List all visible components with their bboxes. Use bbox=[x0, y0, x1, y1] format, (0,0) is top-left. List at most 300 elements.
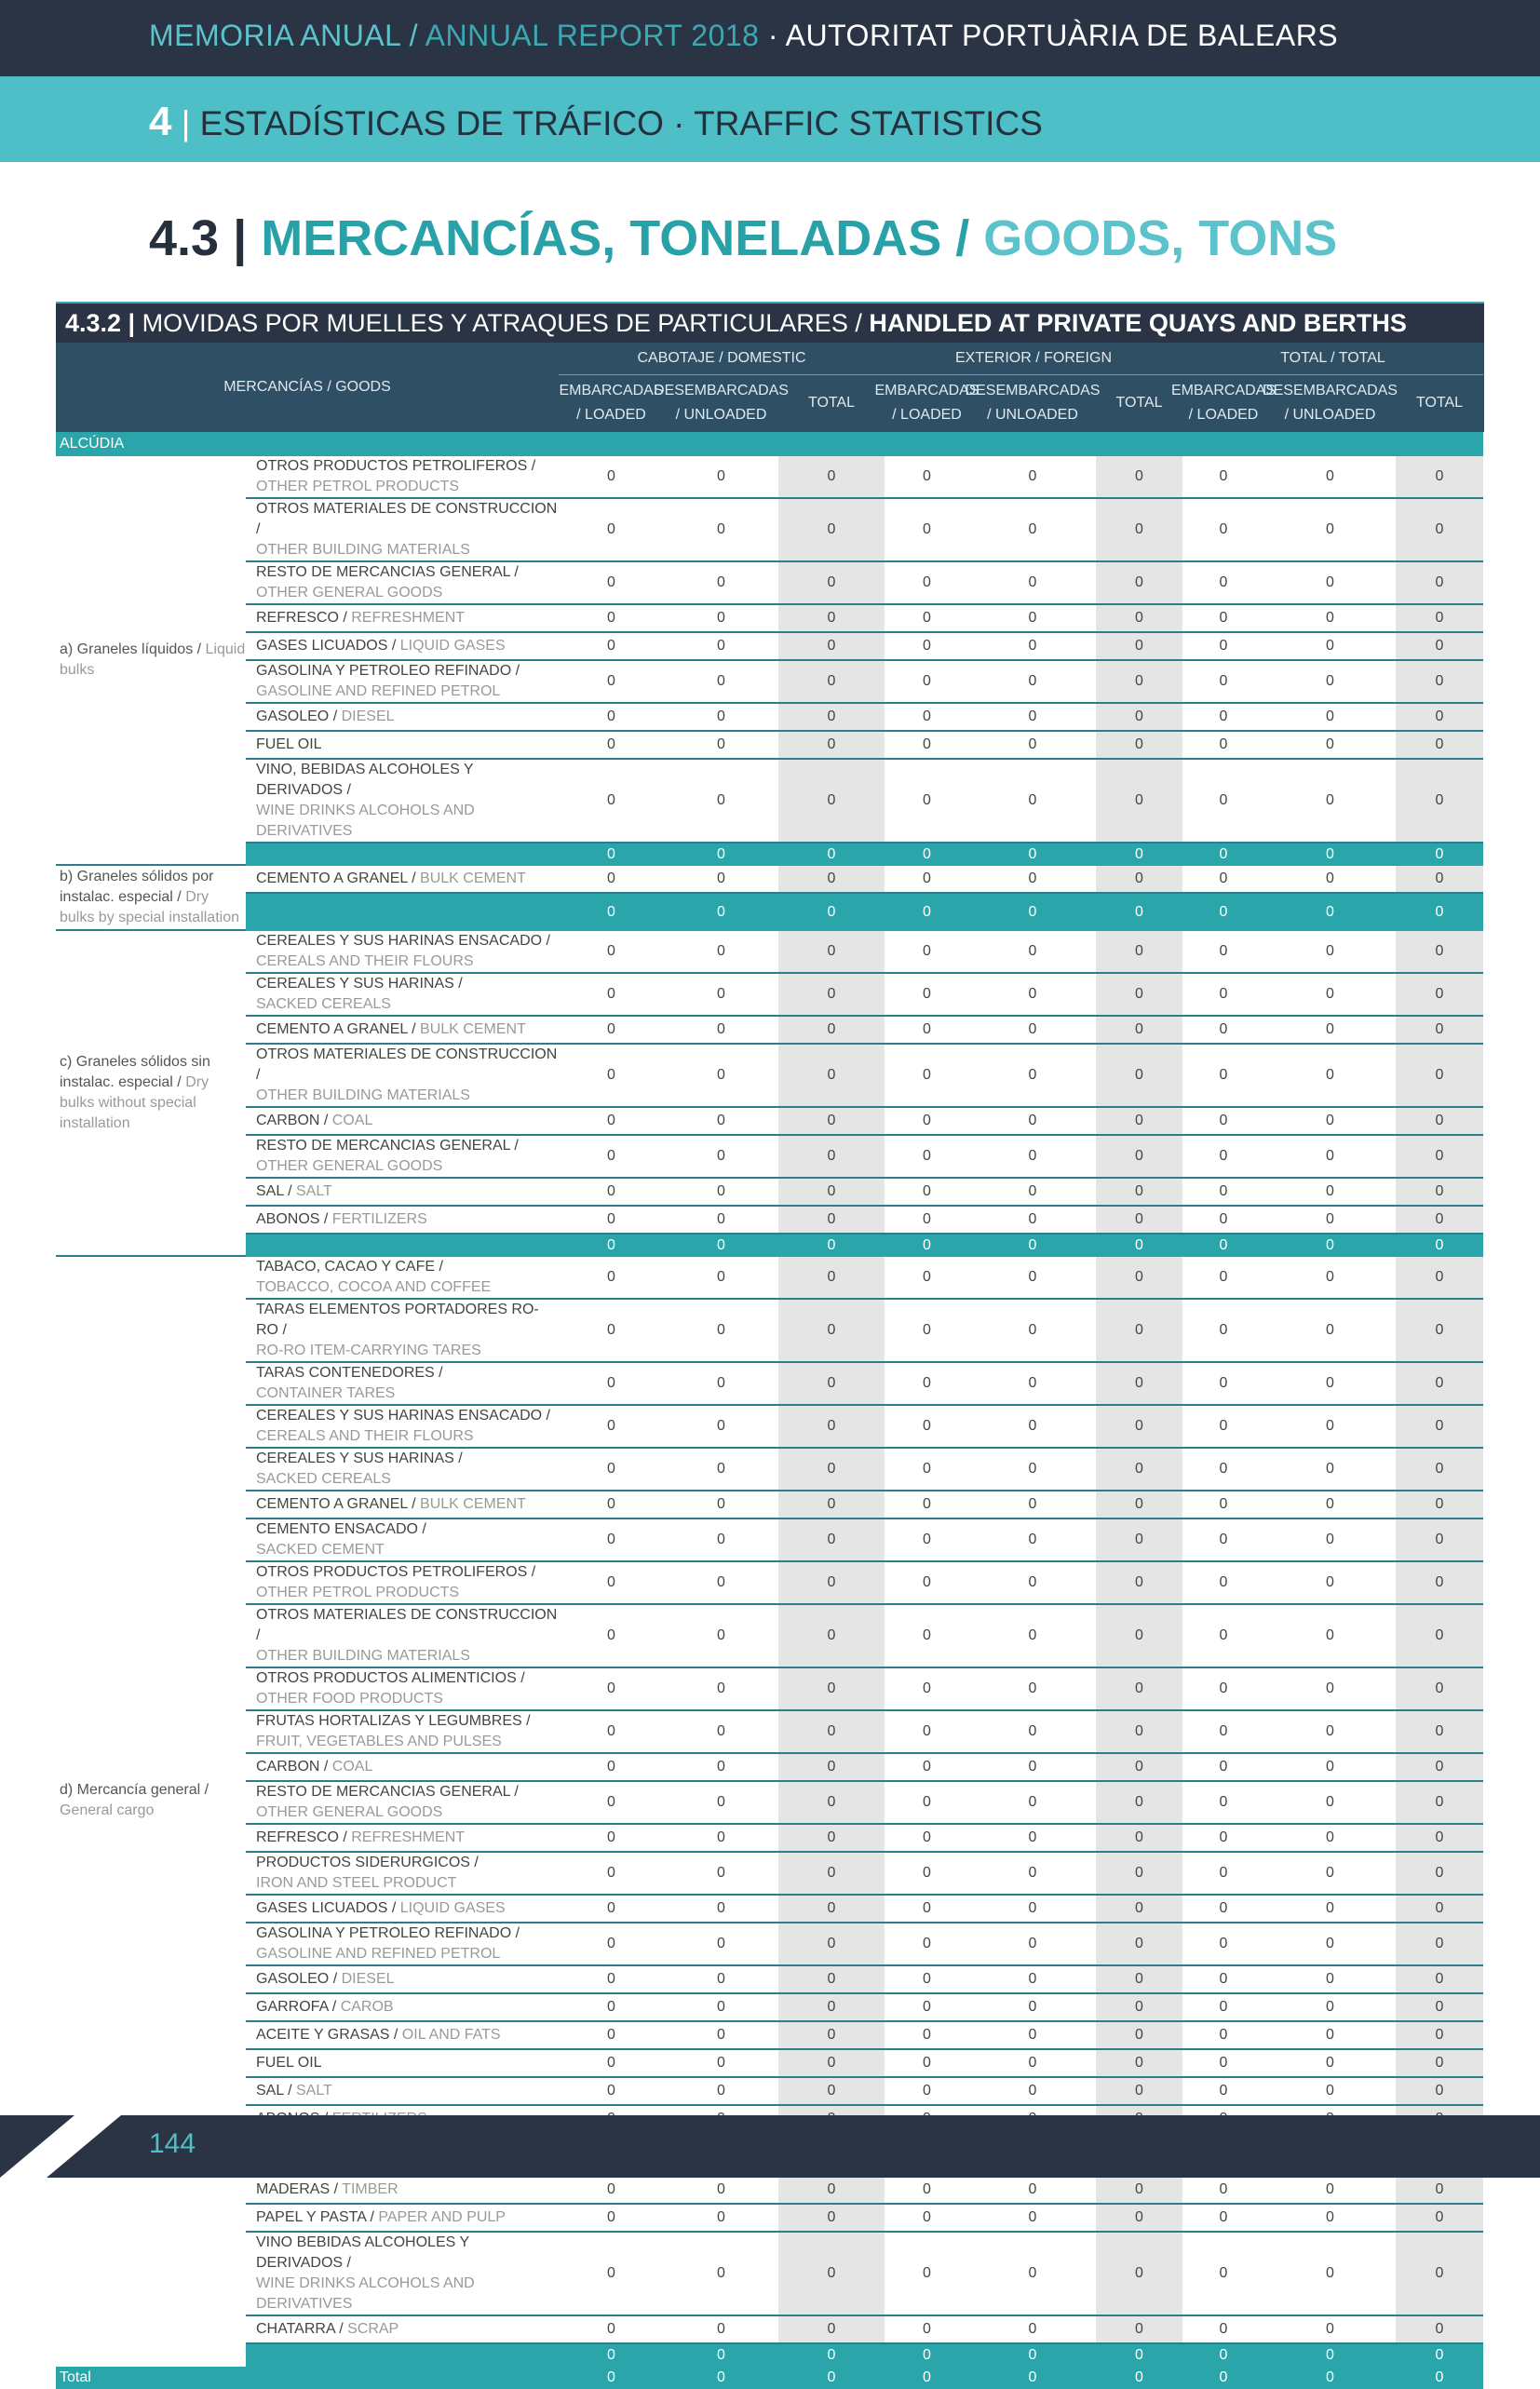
value-cell: 0 bbox=[778, 1300, 885, 1363]
value-cell: 0 bbox=[778, 1406, 885, 1449]
value-cell: 0 bbox=[559, 1923, 664, 1966]
subtotal-cell: 0 bbox=[1096, 894, 1182, 931]
subtotal-cell: 0 bbox=[1182, 1235, 1264, 1257]
value-cell: 0 bbox=[969, 456, 1096, 499]
value-cell: 0 bbox=[1264, 1406, 1396, 1449]
caption-number: 4.3.2 | bbox=[65, 309, 136, 337]
category-es: c) Graneles sólidos sin instalac. especial / bbox=[60, 1054, 210, 1090]
value-cell: 0 bbox=[559, 1782, 664, 1825]
value-cell: 0 bbox=[778, 1711, 885, 1754]
goods-item-label bbox=[246, 633, 559, 661]
value-cell: 0 bbox=[559, 2050, 664, 2078]
goods-es: CEMENTO ENSACADO / bbox=[256, 1521, 426, 1537]
subtotal-cell: 0 bbox=[885, 844, 969, 866]
value-cell: 0 bbox=[1096, 1853, 1182, 1896]
footer-bar bbox=[0, 2115, 1540, 2178]
subtotal-label-blank bbox=[246, 894, 559, 931]
value-cell: 0 bbox=[1182, 732, 1264, 760]
subtotal-cell: 0 bbox=[664, 2344, 778, 2367]
value-cell: 0 bbox=[969, 931, 1096, 974]
value-cell: 0 bbox=[778, 2050, 885, 2078]
goods-es: GASOLINA Y PETROLEO REFINADO / bbox=[256, 663, 520, 679]
value-cell: 0 bbox=[885, 1017, 969, 1045]
value-cell: 0 bbox=[664, 2177, 778, 2205]
subtotal-cell: 0 bbox=[885, 1235, 969, 1257]
value-cell: 0 bbox=[664, 732, 778, 760]
value-cell: 0 bbox=[664, 1782, 778, 1825]
goods-en: WINE DRINKS ALCOHOLS AND DERIVATIVES bbox=[256, 803, 475, 839]
value-cell: 0 bbox=[1264, 1825, 1396, 1853]
caption-es: MOVIDAS POR MUELLES Y ATRAQUES DE PARTICULARES / bbox=[135, 309, 870, 337]
value-cell: 0 bbox=[778, 732, 885, 760]
value-cell: 0 bbox=[969, 2233, 1096, 2316]
title-es: MERCANCÍAS, TONELADAS bbox=[261, 210, 942, 266]
goods-en: TIMBER bbox=[342, 2181, 399, 2197]
value-cell: 0 bbox=[1182, 1449, 1264, 1491]
value-cell: 0 bbox=[885, 661, 969, 704]
goods-column-header: MERCANCÍAS / GOODS bbox=[223, 379, 391, 395]
value-cell: 0 bbox=[1264, 2177, 1396, 2205]
goods-es: OTROS MATERIALES DE CONSTRUCCION / bbox=[256, 1046, 558, 1083]
value-cell: 0 bbox=[778, 1136, 885, 1179]
value-cell: 0 bbox=[1096, 1207, 1182, 1235]
subcolumn-header: TOTAL bbox=[807, 395, 856, 411]
goods-en: OTHER BUILDING MATERIALS bbox=[256, 542, 470, 558]
category-en: Liquid bulks bbox=[60, 641, 246, 678]
goods-es: PRODUCTOS SIDERURGICOS / bbox=[256, 1855, 479, 1870]
value-cell: 0 bbox=[1396, 2022, 1483, 2050]
value-cell: 0 bbox=[778, 704, 885, 732]
value-cell: 0 bbox=[1396, 661, 1483, 704]
value-cell: 0 bbox=[1096, 1449, 1182, 1491]
value-cell: 0 bbox=[885, 866, 969, 894]
value-cell: 0 bbox=[778, 633, 885, 661]
value-cell: 0 bbox=[1396, 633, 1483, 661]
value-cell: 0 bbox=[1096, 1562, 1182, 1605]
goods-item-label bbox=[246, 732, 559, 760]
total-cell: 0 bbox=[559, 2367, 664, 2389]
column-group-header: TOTAL / TOTAL bbox=[1182, 343, 1483, 375]
goods-es: OTROS PRODUCTOS PETROLIFEROS / bbox=[256, 458, 536, 474]
value-cell: 0 bbox=[885, 1966, 969, 1994]
value-cell: 0 bbox=[1182, 1782, 1264, 1825]
goods-item-label bbox=[246, 1491, 559, 1519]
value-cell: 0 bbox=[664, 499, 778, 562]
goods-en: SACKED CEREALS bbox=[256, 996, 391, 1012]
value-cell: 0 bbox=[559, 704, 664, 732]
value-cell: 0 bbox=[664, 866, 778, 894]
subtotal-label-blank bbox=[246, 1235, 559, 1257]
goods-en: FERTILIZERS bbox=[331, 1211, 427, 1227]
goods-item-label bbox=[246, 760, 559, 844]
value-cell: 0 bbox=[664, 605, 778, 633]
value-cell: 0 bbox=[559, 2177, 664, 2205]
value-cell: 0 bbox=[885, 1449, 969, 1491]
value-cell: 0 bbox=[664, 1519, 778, 1562]
value-cell: 0 bbox=[559, 1711, 664, 1754]
goods-es: CHATARRA / bbox=[256, 2321, 348, 2337]
value-cell: 0 bbox=[1096, 2050, 1182, 2078]
value-cell: 0 bbox=[969, 1519, 1096, 1562]
value-cell: 0 bbox=[885, 1519, 969, 1562]
value-cell: 0 bbox=[885, 1179, 969, 1207]
value-cell: 0 bbox=[1182, 2177, 1264, 2205]
goods-item-label bbox=[246, 1136, 559, 1179]
value-cell: 0 bbox=[969, 605, 1096, 633]
value-cell: 0 bbox=[885, 1406, 969, 1449]
goods-en: OTHER BUILDING MATERIALS bbox=[256, 1648, 470, 1664]
goods-en: SCRAP bbox=[347, 2321, 399, 2337]
goods-en: BULK CEMENT bbox=[420, 871, 526, 886]
value-cell: 0 bbox=[778, 1257, 885, 1300]
subtotal-cell: 0 bbox=[969, 844, 1096, 866]
value-cell: 0 bbox=[664, 2233, 778, 2316]
value-cell: 0 bbox=[1182, 1853, 1264, 1896]
value-cell: 0 bbox=[1396, 1207, 1483, 1235]
value-cell: 0 bbox=[969, 633, 1096, 661]
value-cell: 0 bbox=[1396, 2316, 1483, 2344]
subtotal-cell: 0 bbox=[559, 844, 664, 866]
value-cell: 0 bbox=[1396, 1363, 1483, 1406]
subtotal-cell: 0 bbox=[969, 1235, 1096, 1257]
value-cell: 0 bbox=[1182, 661, 1264, 704]
value-cell: 0 bbox=[664, 704, 778, 732]
value-cell: 0 bbox=[1264, 2022, 1396, 2050]
subcolumn-header: TOTAL bbox=[1415, 395, 1464, 411]
value-cell: 0 bbox=[778, 931, 885, 974]
value-cell: 0 bbox=[1264, 1782, 1396, 1825]
value-cell: 0 bbox=[559, 1825, 664, 1853]
value-cell: 0 bbox=[1096, 866, 1182, 894]
goods-item-label bbox=[246, 2050, 559, 2078]
value-cell: 0 bbox=[664, 1406, 778, 1449]
value-cell: 0 bbox=[778, 974, 885, 1017]
goods-en: PAPER AND PULP bbox=[378, 2209, 506, 2225]
goods-es: RESTO DE MERCANCIAS GENERAL / bbox=[256, 1138, 519, 1154]
goods-item-label bbox=[246, 562, 559, 605]
header-en: ANNUAL REPORT 2018 bbox=[425, 19, 760, 52]
value-cell: 0 bbox=[1396, 866, 1483, 894]
goods-en: OTHER BUILDING MATERIALS bbox=[256, 1087, 470, 1103]
goods-item-label bbox=[246, 2022, 559, 2050]
subcolumn-header: EMBARCADAS / LOADED bbox=[559, 383, 664, 423]
value-cell: 0 bbox=[1096, 2078, 1182, 2106]
value-cell: 0 bbox=[778, 1605, 885, 1668]
value-cell: 0 bbox=[1182, 1754, 1264, 1782]
value-cell: 0 bbox=[1182, 562, 1264, 605]
value-cell: 0 bbox=[1096, 2022, 1182, 2050]
value-cell: 0 bbox=[885, 974, 969, 1017]
value-cell: 0 bbox=[885, 562, 969, 605]
goods-item-label bbox=[246, 2078, 559, 2106]
value-cell: 0 bbox=[1264, 1449, 1396, 1491]
value-cell: 0 bbox=[1182, 1179, 1264, 1207]
value-cell: 0 bbox=[778, 2233, 885, 2316]
value-cell: 0 bbox=[664, 633, 778, 661]
value-cell: 0 bbox=[559, 1966, 664, 1994]
value-cell: 0 bbox=[969, 1782, 1096, 1825]
goods-en: CEREALS AND THEIR FLOURS bbox=[256, 1428, 474, 1444]
value-cell: 0 bbox=[1182, 866, 1264, 894]
value-cell: 0 bbox=[778, 1782, 885, 1825]
value-cell: 0 bbox=[559, 2316, 664, 2344]
title-en: GOODS, TONS bbox=[983, 210, 1338, 266]
value-cell: 0 bbox=[969, 1136, 1096, 1179]
subtotal-cell: 0 bbox=[559, 894, 664, 931]
value-cell: 0 bbox=[664, 974, 778, 1017]
value-cell: 0 bbox=[1264, 1966, 1396, 1994]
value-cell: 0 bbox=[1396, 704, 1483, 732]
value-cell: 0 bbox=[969, 1668, 1096, 1711]
goods-item-label bbox=[246, 1605, 559, 1668]
value-cell: 0 bbox=[969, 2205, 1096, 2233]
value-cell: 0 bbox=[969, 1923, 1096, 1966]
value-cell: 0 bbox=[969, 704, 1096, 732]
value-cell: 0 bbox=[664, 1207, 778, 1235]
caption-en: HANDLED AT PRIVATE QUAYS AND BERTHS bbox=[869, 309, 1407, 337]
goods-en: IRON AND STEEL PRODUCT bbox=[256, 1875, 457, 1891]
goods-en: OTHER GENERAL GOODS bbox=[256, 585, 443, 601]
value-cell: 0 bbox=[1396, 2050, 1483, 2078]
goods-en: GASOLINE AND REFINED PETROL bbox=[256, 683, 501, 699]
value-cell: 0 bbox=[885, 1491, 969, 1519]
goods-es: GASES LICUADOS / bbox=[256, 1900, 400, 1916]
value-cell: 0 bbox=[664, 1491, 778, 1519]
value-cell: 0 bbox=[1182, 2205, 1264, 2233]
goods-item-label bbox=[246, 1519, 559, 1562]
value-cell: 0 bbox=[1182, 1923, 1264, 1966]
value-cell: 0 bbox=[664, 1966, 778, 1994]
value-cell: 0 bbox=[1396, 1108, 1483, 1136]
value-cell: 0 bbox=[1096, 2233, 1182, 2316]
value-cell: 0 bbox=[778, 1207, 885, 1235]
value-cell: 0 bbox=[885, 732, 969, 760]
value-cell: 0 bbox=[969, 1108, 1096, 1136]
value-cell: 0 bbox=[559, 1668, 664, 1711]
value-cell: 0 bbox=[1264, 1179, 1396, 1207]
total-cell: 0 bbox=[664, 2367, 778, 2389]
table-header bbox=[56, 343, 1484, 432]
value-cell: 0 bbox=[885, 2316, 969, 2344]
value-cell: 0 bbox=[885, 456, 969, 499]
value-cell: 0 bbox=[1396, 1179, 1483, 1207]
value-cell: 0 bbox=[1096, 1108, 1182, 1136]
subtotal-cell: 0 bbox=[664, 844, 778, 866]
header-es: MEMORIA ANUAL bbox=[149, 19, 401, 52]
value-cell: 0 bbox=[664, 2078, 778, 2106]
value-cell: 0 bbox=[1264, 1519, 1396, 1562]
value-cell: 0 bbox=[885, 1668, 969, 1711]
category-es: a) Graneles líquidos / bbox=[60, 641, 206, 657]
value-cell: 0 bbox=[885, 760, 969, 844]
value-cell: 0 bbox=[1182, 1136, 1264, 1179]
value-cell: 0 bbox=[885, 1300, 969, 1363]
value-cell: 0 bbox=[969, 1966, 1096, 1994]
value-cell: 0 bbox=[1182, 704, 1264, 732]
value-cell: 0 bbox=[664, 2022, 778, 2050]
value-cell: 0 bbox=[664, 2050, 778, 2078]
value-cell: 0 bbox=[559, 2022, 664, 2050]
goods-es: PAPEL Y PASTA / bbox=[256, 2209, 379, 2225]
goods-es: CARBON / bbox=[256, 1113, 332, 1128]
value-cell: 0 bbox=[1096, 2205, 1182, 2233]
value-cell: 0 bbox=[1096, 499, 1182, 562]
value-cell: 0 bbox=[969, 1896, 1096, 1923]
goods-en: TOBACCO, COCOA AND COFFEE bbox=[256, 1279, 492, 1295]
value-cell: 0 bbox=[778, 1449, 885, 1491]
value-cell: 0 bbox=[559, 866, 664, 894]
value-cell: 0 bbox=[559, 1406, 664, 1449]
value-cell: 0 bbox=[1264, 1207, 1396, 1235]
value-cell: 0 bbox=[1396, 1605, 1483, 1668]
value-cell: 0 bbox=[885, 1207, 969, 1235]
total-cell: 0 bbox=[1096, 2367, 1182, 2389]
value-cell: 0 bbox=[969, 1449, 1096, 1491]
value-cell: 0 bbox=[778, 2177, 885, 2205]
goods-en: RO-RO ITEM-CARRYING TARES bbox=[256, 1343, 481, 1358]
goods-es: OTROS PRODUCTOS ALIMENTICIOS / bbox=[256, 1670, 525, 1686]
value-cell: 0 bbox=[1096, 1825, 1182, 1853]
goods-en: OTHER GENERAL GOODS bbox=[256, 1158, 443, 1174]
value-cell: 0 bbox=[664, 1825, 778, 1853]
value-cell: 0 bbox=[1182, 1257, 1264, 1300]
value-cell: 0 bbox=[1264, 1711, 1396, 1754]
value-cell: 0 bbox=[1396, 499, 1483, 562]
value-cell: 0 bbox=[1396, 1045, 1483, 1108]
subcolumn-header: EMBARCADAS / LOADED bbox=[1170, 383, 1277, 423]
value-cell: 0 bbox=[778, 661, 885, 704]
goods-item-label bbox=[246, 1406, 559, 1449]
value-cell: 0 bbox=[885, 1711, 969, 1754]
value-cell: 0 bbox=[1396, 1825, 1483, 1853]
category-es: d) Mercancía general / bbox=[60, 1782, 209, 1798]
value-cell: 0 bbox=[969, 1300, 1096, 1363]
goods-es: RESTO DE MERCANCIAS GENERAL / bbox=[256, 1784, 519, 1800]
value-cell: 0 bbox=[1096, 1491, 1182, 1519]
value-cell: 0 bbox=[1182, 1966, 1264, 1994]
goods-es: FUEL OIL bbox=[256, 2055, 322, 2071]
value-cell: 0 bbox=[1182, 1300, 1264, 1363]
column-group-header: EXTERIOR / FOREIGN bbox=[885, 343, 1182, 375]
goods-es: CEREALES Y SUS HARINAS ENSACADO / bbox=[256, 933, 550, 949]
goods-item-label bbox=[246, 1668, 559, 1711]
value-cell: 0 bbox=[885, 704, 969, 732]
value-cell: 0 bbox=[1096, 1782, 1182, 1825]
value-cell: 0 bbox=[1264, 605, 1396, 633]
value-cell: 0 bbox=[1182, 1017, 1264, 1045]
value-cell: 0 bbox=[1396, 1519, 1483, 1562]
subtotal-cell: 0 bbox=[1396, 2344, 1483, 2367]
value-cell: 0 bbox=[778, 1108, 885, 1136]
value-cell: 0 bbox=[1182, 974, 1264, 1017]
value-cell: 0 bbox=[885, 605, 969, 633]
category-label bbox=[56, 456, 246, 866]
value-cell: 0 bbox=[1182, 1994, 1264, 2022]
value-cell: 0 bbox=[1182, 931, 1264, 974]
value-cell: 0 bbox=[1264, 760, 1396, 844]
value-cell: 0 bbox=[1096, 2177, 1182, 2205]
subtotal-cell: 0 bbox=[1264, 844, 1396, 866]
value-cell: 0 bbox=[1396, 2177, 1483, 2205]
value-cell: 0 bbox=[1096, 1179, 1182, 1207]
goods-item-label bbox=[246, 974, 559, 1017]
goods-item-label bbox=[246, 1363, 559, 1406]
page-number: 144 bbox=[149, 2128, 196, 2159]
value-cell: 0 bbox=[664, 1605, 778, 1668]
value-cell: 0 bbox=[664, 1668, 778, 1711]
value-cell: 0 bbox=[969, 866, 1096, 894]
value-cell: 0 bbox=[778, 1896, 885, 1923]
value-cell: 0 bbox=[559, 661, 664, 704]
value-cell: 0 bbox=[969, 1017, 1096, 1045]
value-cell: 0 bbox=[1182, 1363, 1264, 1406]
value-cell: 0 bbox=[969, 2022, 1096, 2050]
header-sep: / bbox=[400, 19, 426, 52]
goods-item-label bbox=[246, 1994, 559, 2022]
subtotal-cell: 0 bbox=[1396, 844, 1483, 866]
value-cell: 0 bbox=[969, 1605, 1096, 1668]
goods-es: REFRESCO / bbox=[256, 610, 352, 626]
value-cell: 0 bbox=[969, 562, 1096, 605]
value-cell: 0 bbox=[778, 499, 885, 562]
value-cell: 0 bbox=[969, 661, 1096, 704]
value-cell: 0 bbox=[1264, 732, 1396, 760]
goods-item-label bbox=[246, 931, 559, 974]
category-label bbox=[56, 1257, 246, 2344]
value-cell: 0 bbox=[1396, 605, 1483, 633]
goods-en: COAL bbox=[331, 1759, 373, 1775]
value-cell: 0 bbox=[778, 2022, 885, 2050]
value-cell: 0 bbox=[1182, 1406, 1264, 1449]
value-cell: 0 bbox=[969, 1179, 1096, 1207]
goods-es: OTROS PRODUCTOS PETROLIFEROS / bbox=[256, 1564, 536, 1580]
value-cell: 0 bbox=[969, 1491, 1096, 1519]
value-cell: 0 bbox=[1264, 1491, 1396, 1519]
value-cell: 0 bbox=[1182, 2050, 1264, 2078]
value-cell: 0 bbox=[778, 1825, 885, 1853]
value-cell: 0 bbox=[664, 2316, 778, 2344]
value-cell: 0 bbox=[1182, 760, 1264, 844]
goods-en: OTHER FOOD PRODUCTS bbox=[256, 1691, 443, 1707]
value-cell: 0 bbox=[778, 1179, 885, 1207]
value-cell: 0 bbox=[1264, 1896, 1396, 1923]
value-cell: 0 bbox=[969, 1045, 1096, 1108]
goods-item-label bbox=[246, 1207, 559, 1235]
subtotal-cell: 0 bbox=[885, 894, 969, 931]
column-group-header: CABOTAJE / DOMESTIC bbox=[559, 343, 885, 375]
value-cell: 0 bbox=[1096, 1896, 1182, 1923]
subtotal-cell: 0 bbox=[1096, 2344, 1182, 2367]
value-cell: 0 bbox=[1396, 1562, 1483, 1605]
value-cell: 0 bbox=[969, 732, 1096, 760]
goods-item-label bbox=[246, 1782, 559, 1825]
subtotal-cell: 0 bbox=[1096, 844, 1182, 866]
value-cell: 0 bbox=[885, 1605, 969, 1668]
value-cell: 0 bbox=[1396, 1966, 1483, 1994]
value-cell: 0 bbox=[778, 456, 885, 499]
table-body bbox=[56, 432, 1484, 2389]
value-cell: 0 bbox=[664, 1257, 778, 1300]
value-cell: 0 bbox=[1096, 661, 1182, 704]
goods-item-label bbox=[246, 1257, 559, 1300]
total-cell: 0 bbox=[969, 2367, 1096, 2389]
subtotal-cell: 0 bbox=[1396, 894, 1483, 931]
goods-en: SACKED CEREALS bbox=[256, 1471, 391, 1487]
category-en: General cargo bbox=[60, 1802, 155, 1818]
value-cell: 0 bbox=[559, 1179, 664, 1207]
subtotal-cell: 0 bbox=[559, 2344, 664, 2367]
goods-en: FRUIT, VEGETABLES AND PULSES bbox=[256, 1734, 502, 1749]
